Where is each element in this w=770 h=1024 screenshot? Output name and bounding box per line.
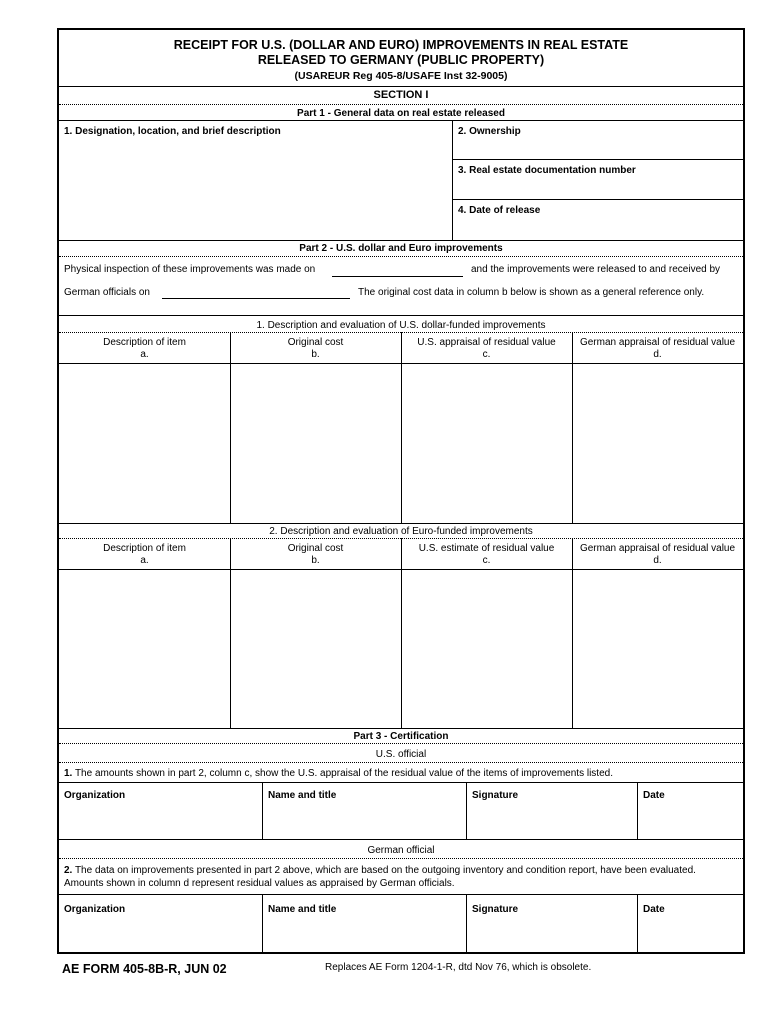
divider bbox=[59, 728, 743, 729]
column-label: U.S. appraisal of residual value bbox=[417, 337, 556, 348]
table-1-col-a-header bbox=[59, 337, 230, 361]
german-signature-field[interactable] bbox=[467, 916, 637, 952]
table-2-title: 2. Description and evaluation of Euro-funded improvements bbox=[269, 526, 533, 537]
column-label: U.S. estimate of residual value bbox=[418, 543, 555, 554]
german-organization-label: Organization bbox=[64, 904, 126, 915]
released-text: and the improvements were released to and received by bbox=[471, 264, 721, 275]
column-label: Description of item bbox=[103, 543, 186, 554]
documentation-number-field[interactable] bbox=[453, 176, 743, 198]
divider bbox=[59, 240, 743, 241]
column-letter: a. bbox=[140, 349, 149, 360]
part-3-title: Part 3 - Certification bbox=[353, 731, 449, 742]
form-identifier: AE FORM 405-8B-R, JUN 02 bbox=[62, 962, 227, 976]
table-1-title: 1. Description and evaluation of U.S. dollar-funded improvements bbox=[256, 320, 546, 331]
table-2-col-b-header bbox=[230, 543, 401, 567]
column-letter: a. bbox=[140, 555, 149, 566]
statement-text: The amounts shown in part 2, column c, show the U.S. appraisal of the residual value of the items of improvements listed. bbox=[72, 768, 613, 779]
form-title-line1: RECEIPT FOR U.S. (DOLLAR AND EURO) IMPROVEMENTS IN REAL ESTATE bbox=[173, 38, 629, 52]
column-letter: b. bbox=[311, 555, 320, 566]
documentation-number-label: 3. Real estate documentation number bbox=[458, 165, 636, 176]
table-2-original-cost-cell[interactable] bbox=[231, 570, 401, 727]
divider bbox=[59, 315, 743, 316]
table-2-col-d-header bbox=[572, 543, 743, 567]
us-name-title-field[interactable] bbox=[263, 802, 466, 838]
statement-line-1 bbox=[64, 864, 696, 877]
us-name-title-label: Name and title bbox=[268, 790, 337, 801]
designation-field[interactable] bbox=[59, 136, 452, 240]
us-date-field[interactable] bbox=[638, 802, 743, 838]
german-signature-label: Signature bbox=[472, 904, 519, 915]
table-1-description-cell[interactable] bbox=[59, 364, 230, 522]
statement-text: The data on improvements presented in part 2 above, which are based on the outgoing inventory and condition report, have been evaluated. bbox=[72, 865, 696, 876]
german-name-title-label: Name and title bbox=[268, 904, 337, 915]
divider bbox=[59, 86, 743, 87]
german-date-field[interactable] bbox=[638, 916, 743, 952]
table-2-col-c-header bbox=[401, 543, 572, 567]
divider bbox=[59, 782, 743, 783]
us-signature-field[interactable] bbox=[467, 802, 637, 838]
statement-number: 2. bbox=[64, 865, 73, 876]
date-of-release-field[interactable] bbox=[453, 216, 743, 238]
column-label: German appraisal of residual value bbox=[579, 337, 736, 348]
dotted-divider bbox=[59, 743, 743, 744]
us-organization-field[interactable] bbox=[59, 802, 262, 838]
dotted-divider bbox=[59, 858, 743, 859]
divider bbox=[452, 199, 743, 200]
date-of-release-label: 4. Date of release bbox=[458, 205, 541, 216]
german-date-label: Date bbox=[643, 904, 665, 915]
column-label: Description of item bbox=[103, 337, 186, 348]
divider bbox=[452, 159, 743, 160]
table-2-german-appraisal-cell[interactable] bbox=[573, 570, 743, 727]
table-1-original-cost-cell[interactable] bbox=[231, 364, 401, 522]
german-officials-text: German officials on bbox=[64, 287, 150, 298]
table-2-col-a-header bbox=[59, 543, 230, 567]
part-2-title: Part 2 - U.S. dollar and Euro improvements bbox=[299, 243, 503, 254]
column-letter: d. bbox=[653, 349, 662, 360]
divider bbox=[59, 523, 743, 524]
form-title-line2: RELEASED TO GERMANY (PUBLIC PROPERTY) bbox=[257, 53, 545, 67]
table-1-col-b-header bbox=[230, 337, 401, 361]
table-1-col-d-header bbox=[572, 337, 743, 361]
column-letter: c. bbox=[482, 555, 491, 566]
german-certification-statement bbox=[64, 864, 696, 890]
us-signature-label: Signature bbox=[472, 790, 519, 801]
column-letter: d. bbox=[653, 555, 662, 566]
form-frame bbox=[57, 28, 745, 954]
column-label: German appraisal of residual value bbox=[579, 543, 736, 554]
german-organization-field[interactable] bbox=[59, 916, 262, 952]
statement-line-2: Amounts shown in column d represent residual values as appraised by German officials. bbox=[64, 878, 455, 889]
ownership-field-label: 2. Ownership bbox=[458, 126, 521, 137]
us-official-heading: U.S. official bbox=[375, 749, 427, 760]
divider bbox=[59, 120, 743, 121]
inspection-date-field[interactable] bbox=[332, 276, 463, 277]
column-label: Original cost bbox=[287, 337, 344, 348]
table-1-german-appraisal-cell[interactable] bbox=[573, 364, 743, 522]
table-2-us-estimate-cell[interactable] bbox=[402, 570, 572, 727]
us-date-label: Date bbox=[643, 790, 665, 801]
statement-number: 1. bbox=[64, 768, 73, 779]
table-1-col-c-header bbox=[401, 337, 572, 361]
dotted-divider bbox=[59, 104, 743, 105]
column-label: Original cost bbox=[287, 543, 344, 554]
german-official-heading: German official bbox=[367, 845, 435, 856]
part-1-title: Part 1 - General data on real estate released bbox=[297, 108, 505, 119]
section-1-title: SECTION I bbox=[373, 89, 429, 101]
original-cost-note: The original cost data in column b below is shown as a general reference only. bbox=[358, 287, 705, 298]
divider bbox=[59, 894, 743, 895]
table-2-description-cell[interactable] bbox=[59, 570, 230, 727]
replaces-note: Replaces AE Form 1204-1-R, dtd Nov 76, which is obsolete. bbox=[325, 962, 592, 973]
designation-field-label: 1. Designation, location, and brief description bbox=[64, 126, 281, 137]
dotted-divider bbox=[59, 256, 743, 257]
divider bbox=[59, 839, 743, 840]
german-officials-date-field[interactable] bbox=[162, 298, 350, 299]
table-1-us-appraisal-cell[interactable] bbox=[402, 364, 572, 522]
column-letter: c. bbox=[482, 349, 491, 360]
ownership-field[interactable] bbox=[453, 136, 743, 158]
inspection-text: Physical inspection of these improvements was made on bbox=[64, 264, 316, 275]
us-organization-label: Organization bbox=[64, 790, 126, 801]
regulation-reference: (USAREUR Reg 405-8/USAFE Inst 32-9005) bbox=[294, 70, 508, 82]
german-name-title-field[interactable] bbox=[263, 916, 466, 952]
column-letter: b. bbox=[311, 349, 320, 360]
dotted-divider bbox=[59, 762, 743, 763]
us-certification-statement bbox=[64, 768, 613, 779]
